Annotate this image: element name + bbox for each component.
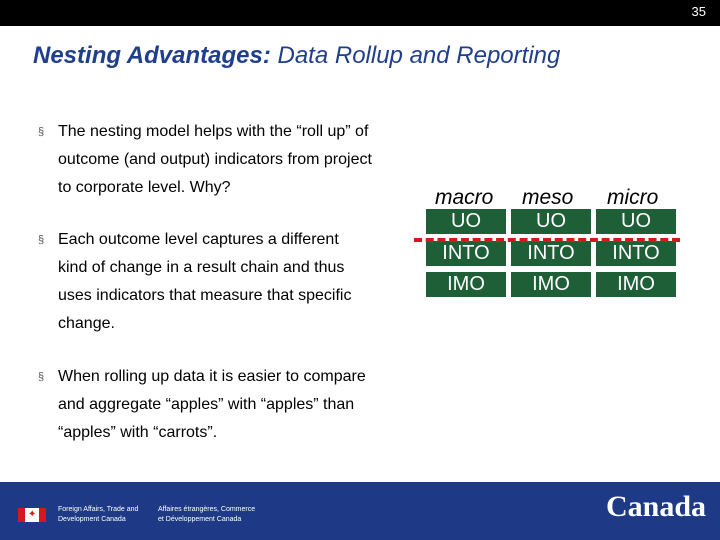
bullet-marker: § bbox=[38, 234, 45, 246]
canada-flag-icon: ✦ bbox=[18, 508, 46, 522]
box-macro-into: INTO bbox=[426, 241, 506, 266]
box-micro-into: INTO bbox=[596, 241, 676, 266]
title-rest: Data Rollup and Reporting bbox=[270, 42, 561, 69]
top-bar bbox=[0, 0, 720, 26]
bullet-marker: § bbox=[38, 126, 45, 138]
bullet-item bbox=[38, 226, 368, 338]
level-label-micro: micro bbox=[607, 186, 659, 209]
level-label-macro: macro bbox=[435, 186, 494, 209]
box-macro-uo: UO bbox=[426, 209, 506, 234]
level-label-meso: meso bbox=[522, 186, 574, 209]
slide-number: 35 bbox=[691, 4, 706, 19]
box-macro-imo: IMO bbox=[426, 272, 506, 297]
title-bold: Nesting Advantages: bbox=[33, 42, 271, 69]
box-meso-uo: UO bbox=[511, 209, 591, 234]
slide-title bbox=[33, 42, 560, 70]
canada-wordmark: Canada bbox=[606, 490, 707, 523]
bullet-item bbox=[38, 363, 388, 447]
box-micro-imo: IMO bbox=[596, 272, 676, 297]
department-name-fr: Affaires étrangères, Commerce et Développement Canada bbox=[158, 506, 256, 523]
box-meso-into: INTO bbox=[511, 241, 591, 266]
bullet-marker: § bbox=[38, 371, 45, 383]
bullet-text: When rolling up data it is easier to compare and aggregate “apples” with “apples” than “apples” with “carrots”. bbox=[58, 368, 366, 441]
bullet-item bbox=[38, 118, 388, 202]
box-meso-imo: IMO bbox=[511, 272, 591, 297]
box-micro-uo: UO bbox=[596, 209, 676, 234]
bullet-text: The nesting model helps with the “roll up” of outcome (and output) indicators from project to corporate level. Why? bbox=[58, 123, 372, 196]
bullet-text: Each outcome level captures a different kind of change in a result chain and thus uses indicators that measure that specific change. bbox=[58, 231, 352, 332]
red-dashed-divider bbox=[414, 238, 680, 242]
department-name-en: Foreign Affairs, Trade and Development Canada bbox=[58, 506, 139, 523]
